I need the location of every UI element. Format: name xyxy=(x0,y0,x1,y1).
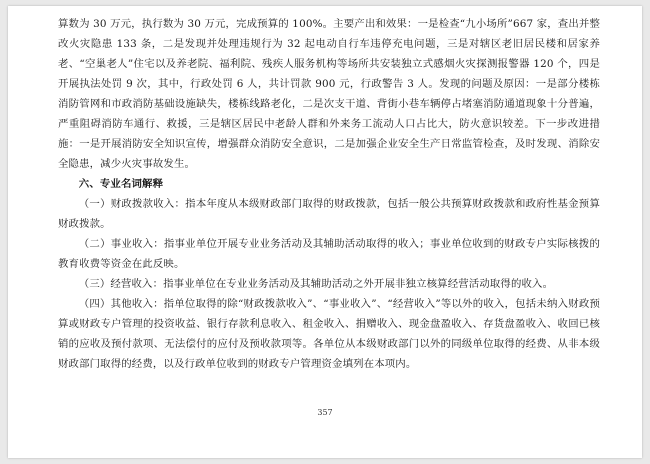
page-content xyxy=(58,14,600,374)
paragraph-operating-income: （三）经营收入：指事业单位在专业业务活动及其辅助活动之外开展非独立核算经营活动取得的收入。 xyxy=(78,278,554,290)
paragraph-performance-summary: 算数为 30 万元，执行数为 30 万元，完成预算的 100%。主要产出和效果：一是检查“九小场所”667 家，查出并整改火灾隐患 133 条，二是发现并处理违规行为 32 起电动自行车违停充电问题，三是对辖区老旧居民楼和居家养老、“空巢老人”住宅以及养老院、福利院、残疾人服务机构等场所共安装独立式感烟火灾探测报警器 120 个，四是开展执法处罚 9 次，其中，行政处罚 6 人，共计罚款 900 元，行政警告 3 人。发现的问题及原因：一是部分楼栋消防管网和市政消防基础设施缺失，楼栋线路老化，二是次支干道、背街小巷车辆停占堵塞消防通道现象十分普遍，严重阻碍消防车通行、救援，三是辖区居民中老龄人群和外来务工流动人口占比大，防火意识较差。下一步改进措施：一是开展消防安全知识宣传，增强群众消防安全意识，二是加强企业安全生产日常监管检查，及时发现、消除安全隐患，减少火灾事故发生。 xyxy=(58,18,600,170)
section-heading-glossary: 六、专业名词解释 xyxy=(78,178,164,190)
paragraph-fiscal-appropriation-income: （一）财政拨款收入：指本年度从本级财政部门取得的财政拨款，包括一般公共预算财政拨款和政府性基金预算财政拨款。 xyxy=(58,198,600,230)
document-page xyxy=(8,6,642,458)
paragraph-business-income: （二）事业收入：指事业单位开展专业业务活动及其辅助活动取得的收入；事业单位收到的财政专户实际核拨的教育收费等资金在此反映。 xyxy=(58,238,600,270)
page-number: 357 xyxy=(317,408,333,417)
paragraph-other-income: （四）其他收入：指单位取得的除“财政拨款收入”、“事业收入”、“经营收入”等以外的收入，包括未纳入财政预算或财政专户管理的投资收益、银行存款利息收入、租金收入、捐赠收入、现金盘盈收入、存货盘盈收入、收回已核销的应收及预付款项、无法偿付的应付及预收款项等。各单位从本级财政部门以外的同级单位取得的经费、从非本级财政部门取得的经费，以及行政单位收到的财政专户管理资金填列在本项内。 xyxy=(58,298,600,370)
